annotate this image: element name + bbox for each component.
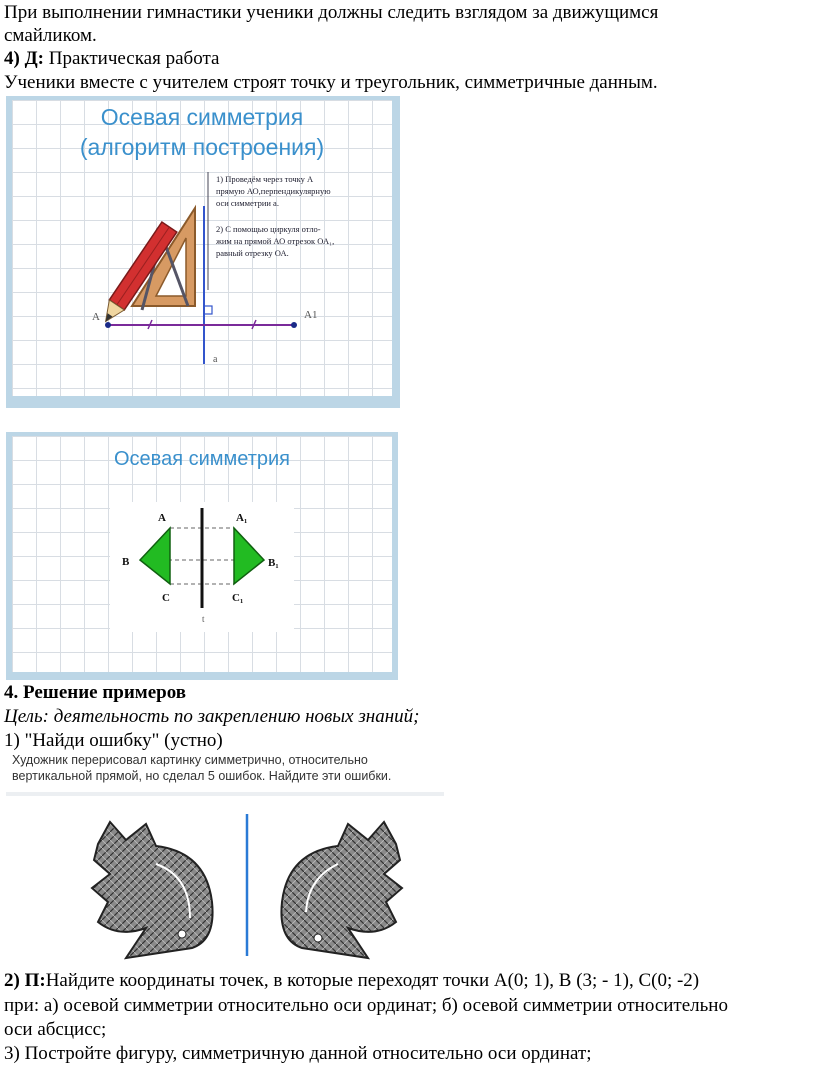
task2-label: 2) П: — [4, 970, 46, 991]
label-t: t — [202, 614, 205, 624]
intro-line-2: смайликом. — [4, 25, 97, 46]
label-A1: A₁ — [236, 512, 248, 524]
label-C1: C₁ — [232, 592, 244, 604]
label-B: B — [122, 556, 130, 568]
practice-label: 4) Д: — [4, 48, 44, 69]
slide1-title: Осевая симметрия — [100, 104, 304, 130]
task2-line-1: 2) П:Найдите координаты точек, в которые переходят точки А(0; 1), В (3; - 1), С(0; -2) — [4, 970, 700, 991]
practice-heading — [4, 48, 219, 70]
label-a: A — [92, 311, 100, 323]
point-a — [105, 322, 111, 328]
slide-axial-triangles — [6, 432, 398, 680]
slide2-drawing — [12, 436, 392, 672]
section4-title: 4. Решение примеров — [4, 682, 187, 703]
task1: 1) "Найди ошибку" (устно) — [4, 730, 223, 751]
task2-line-2: при: а) осевой симметрии относительно оси ординат; б) осевой симметрии относительно — [4, 995, 728, 1016]
fish-exercise — [6, 752, 444, 960]
point-a1 — [291, 322, 297, 328]
fish-left-icon — [92, 822, 213, 958]
section4-goal: Цель: деятельность по закреплению новых знаний; — [4, 706, 420, 727]
slide1-subtitle: (алгоритм построения) — [79, 134, 325, 160]
step-line: жим на прямой АО отрезок ОА₁, — [216, 236, 335, 246]
slide1-drawing — [12, 100, 392, 396]
label-axis: a — [213, 354, 218, 365]
intro-line-1: При выполнении гимнастики ученики должны следить взглядом за движущимся — [4, 2, 659, 23]
fish-right-icon — [281, 822, 402, 958]
slide2-grid — [12, 436, 392, 672]
slide-axial-algorithm — [6, 96, 400, 408]
label-B1: B₁ — [268, 557, 279, 569]
practice-title: Практическая работа — [48, 48, 220, 69]
label-A: A — [158, 512, 166, 524]
practice-desc: Ученики вместе с учителем строят точку и треугольник, симметричные данным. — [4, 72, 658, 93]
step-line: 1) Проведём через точку А — [216, 174, 314, 184]
task3: 3) Постройте фигуру, симметричную данной относительно оси ординат; — [4, 1043, 592, 1064]
step-line: равный отрезку ОА. — [216, 248, 289, 258]
slide2-title: Осевая симметрия — [113, 448, 290, 470]
algorithm-steps — [215, 174, 334, 258]
fish-caption: Художник перерисовал картинку симметрично, относительно вертикальной прямой, но сделал 5 ошибок. Найдите эти ошибки. — [12, 753, 392, 783]
label-a1: A1 — [304, 309, 318, 321]
task2-line-3: оси абсцисс; — [4, 1019, 107, 1040]
slide1-grid — [12, 100, 392, 396]
label-C: C — [162, 592, 170, 604]
fish-drawing — [6, 752, 444, 960]
step-line: прямую АО,перпендикулярную — [216, 186, 331, 196]
step-line: 2) С помощью циркуля отло- — [216, 224, 321, 234]
step-line: оси симметрии а. — [216, 198, 279, 208]
